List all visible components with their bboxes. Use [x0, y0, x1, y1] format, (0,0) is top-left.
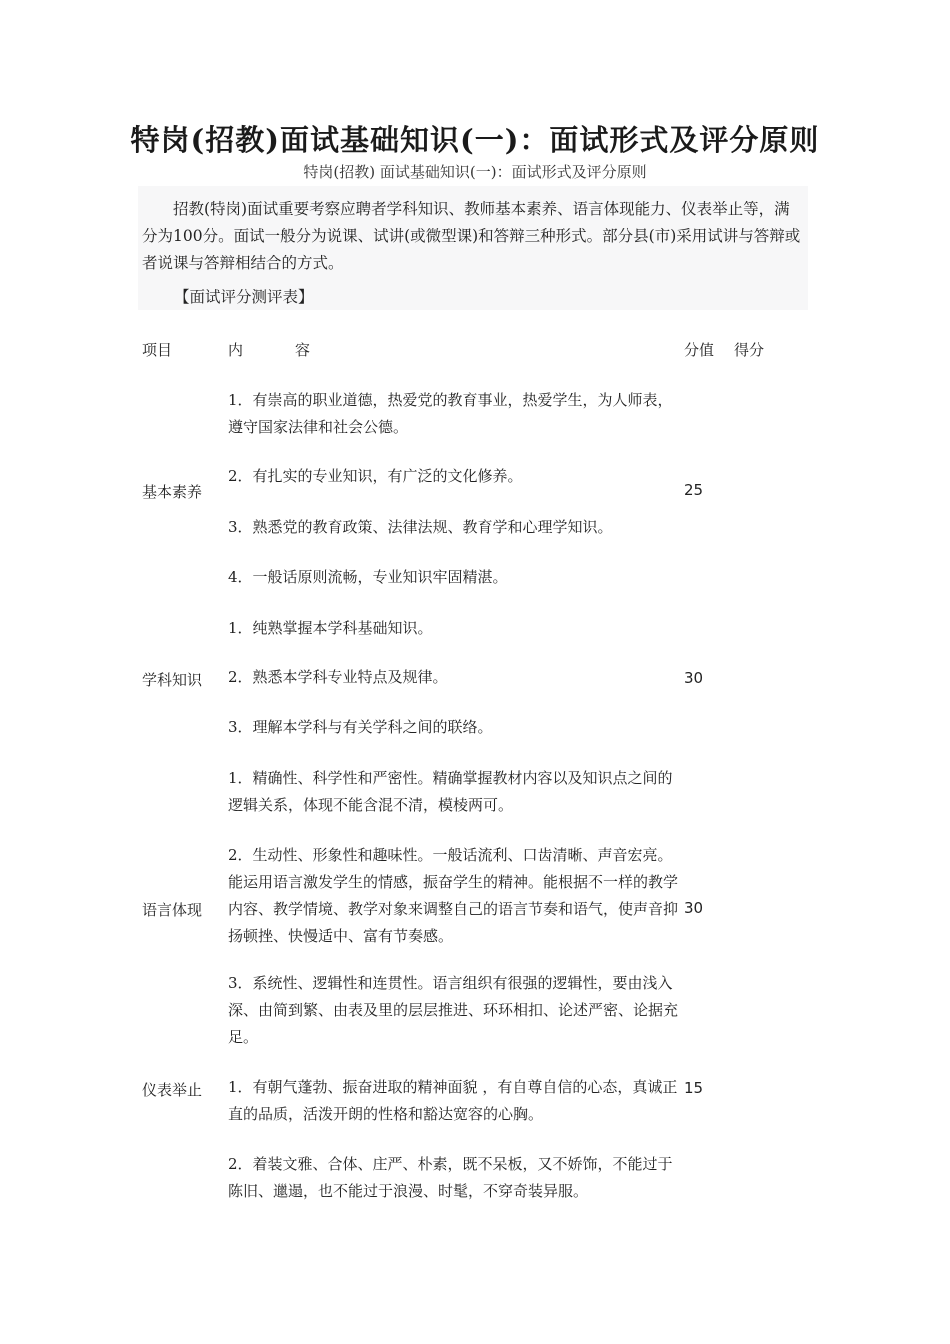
table-label: 【面试评分测评表】	[174, 288, 314, 306]
score-subject-knowledge: 30	[684, 669, 704, 687]
intro-section	[138, 186, 808, 310]
category-appearance: 仪表举止	[142, 1081, 203, 1099]
table-row-item: 1．有崇高的职业道德，热爱党的教育事业，热爱学生，为人师表，遵守国家法律和社会公德。	[228, 391, 673, 436]
table-row-item: 1．纯熟掌握本学科基础知识。	[228, 619, 433, 637]
table-row-item: 1．有朝气蓬勃、振奋进取的精神面貌 ，有自尊自信的心态，真诚正直的品质，活泼开朗的性格和豁达宽容的心胸。	[228, 1078, 678, 1123]
table-row-item: 4．一般话原则流畅，专业知识牢固精湛。	[228, 568, 508, 586]
table-row-item: 1．精确性、科学性和严密性。精确掌握教材内容以及知识点之间的逻辑关系，体现不能含混不清，模棱两可。	[228, 769, 673, 814]
header-got: 得分	[734, 341, 765, 359]
category-language-expression: 语言体现	[142, 901, 203, 919]
document-subtitle: 特岗(招教) 面试基础知识(一)：面试形式及评分原则	[303, 163, 647, 181]
header-item: 项目	[142, 341, 173, 359]
table-row-item: 3．理解本学科与有关学科之间的联络。	[228, 718, 493, 736]
table-row-item: 3．熟悉党的教育政策、法律法规、教育学和心理学知识。	[228, 518, 613, 536]
document-title: 特岗(招教)面试基础知识(一)：面试形式及评分原则	[130, 123, 820, 157]
score-basic-quality: 25	[684, 481, 704, 499]
score-language-expression: 30	[684, 899, 704, 917]
table-row-item: 2．有扎实的专业知识，有广泛的文化修养。	[228, 467, 523, 485]
score-appearance: 15	[684, 1079, 704, 1097]
intro-paragraph: 招教(特岗)面试重要考察应聘者学科知识、教师基本素养、语言体现能力、仪表举止等，满分为100分。面试一般分为说课、试讲(或微型课)和答辩三种形式。部分县(市)采用试讲与答辩或者说课与答辩相结合的方式。	[142, 200, 801, 272]
table-row-item: 2．生动性、形象性和趣味性。一般话流利、口齿清晰、声音宏亮。能运用语言激发学生的情感，振奋学生的精神。能根据不一样的教学内容、教学情境、教学对象来调整自己的语言节奏和语气，使声音抑扬顿挫、快慢适中、富有节奏感。	[228, 846, 679, 945]
table-row-item: 2．着装文雅、合体、庄严、朴素，既不呆板，又不娇饰，不能过于陈旧、邋遢，也不能过于浪漫、时髦，不穿奇装异服。	[228, 1155, 673, 1200]
header-score: 分值	[684, 341, 715, 359]
header-content-a: 内	[228, 341, 244, 359]
table-row-item: 2．熟悉本学科专业特点及规律。	[228, 668, 448, 686]
category-basic-quality: 基本素养	[142, 483, 203, 501]
header-content-b: 容	[295, 341, 311, 359]
table-row-item: 3．系统性、逻辑性和连贯性。语言组织有很强的逻辑性，要由浅入深、由简到繁、由表及里的层层推进、环环相扣、论述严密、论据充足。	[228, 974, 679, 1046]
category-subject-knowledge: 学科知识	[142, 671, 203, 689]
